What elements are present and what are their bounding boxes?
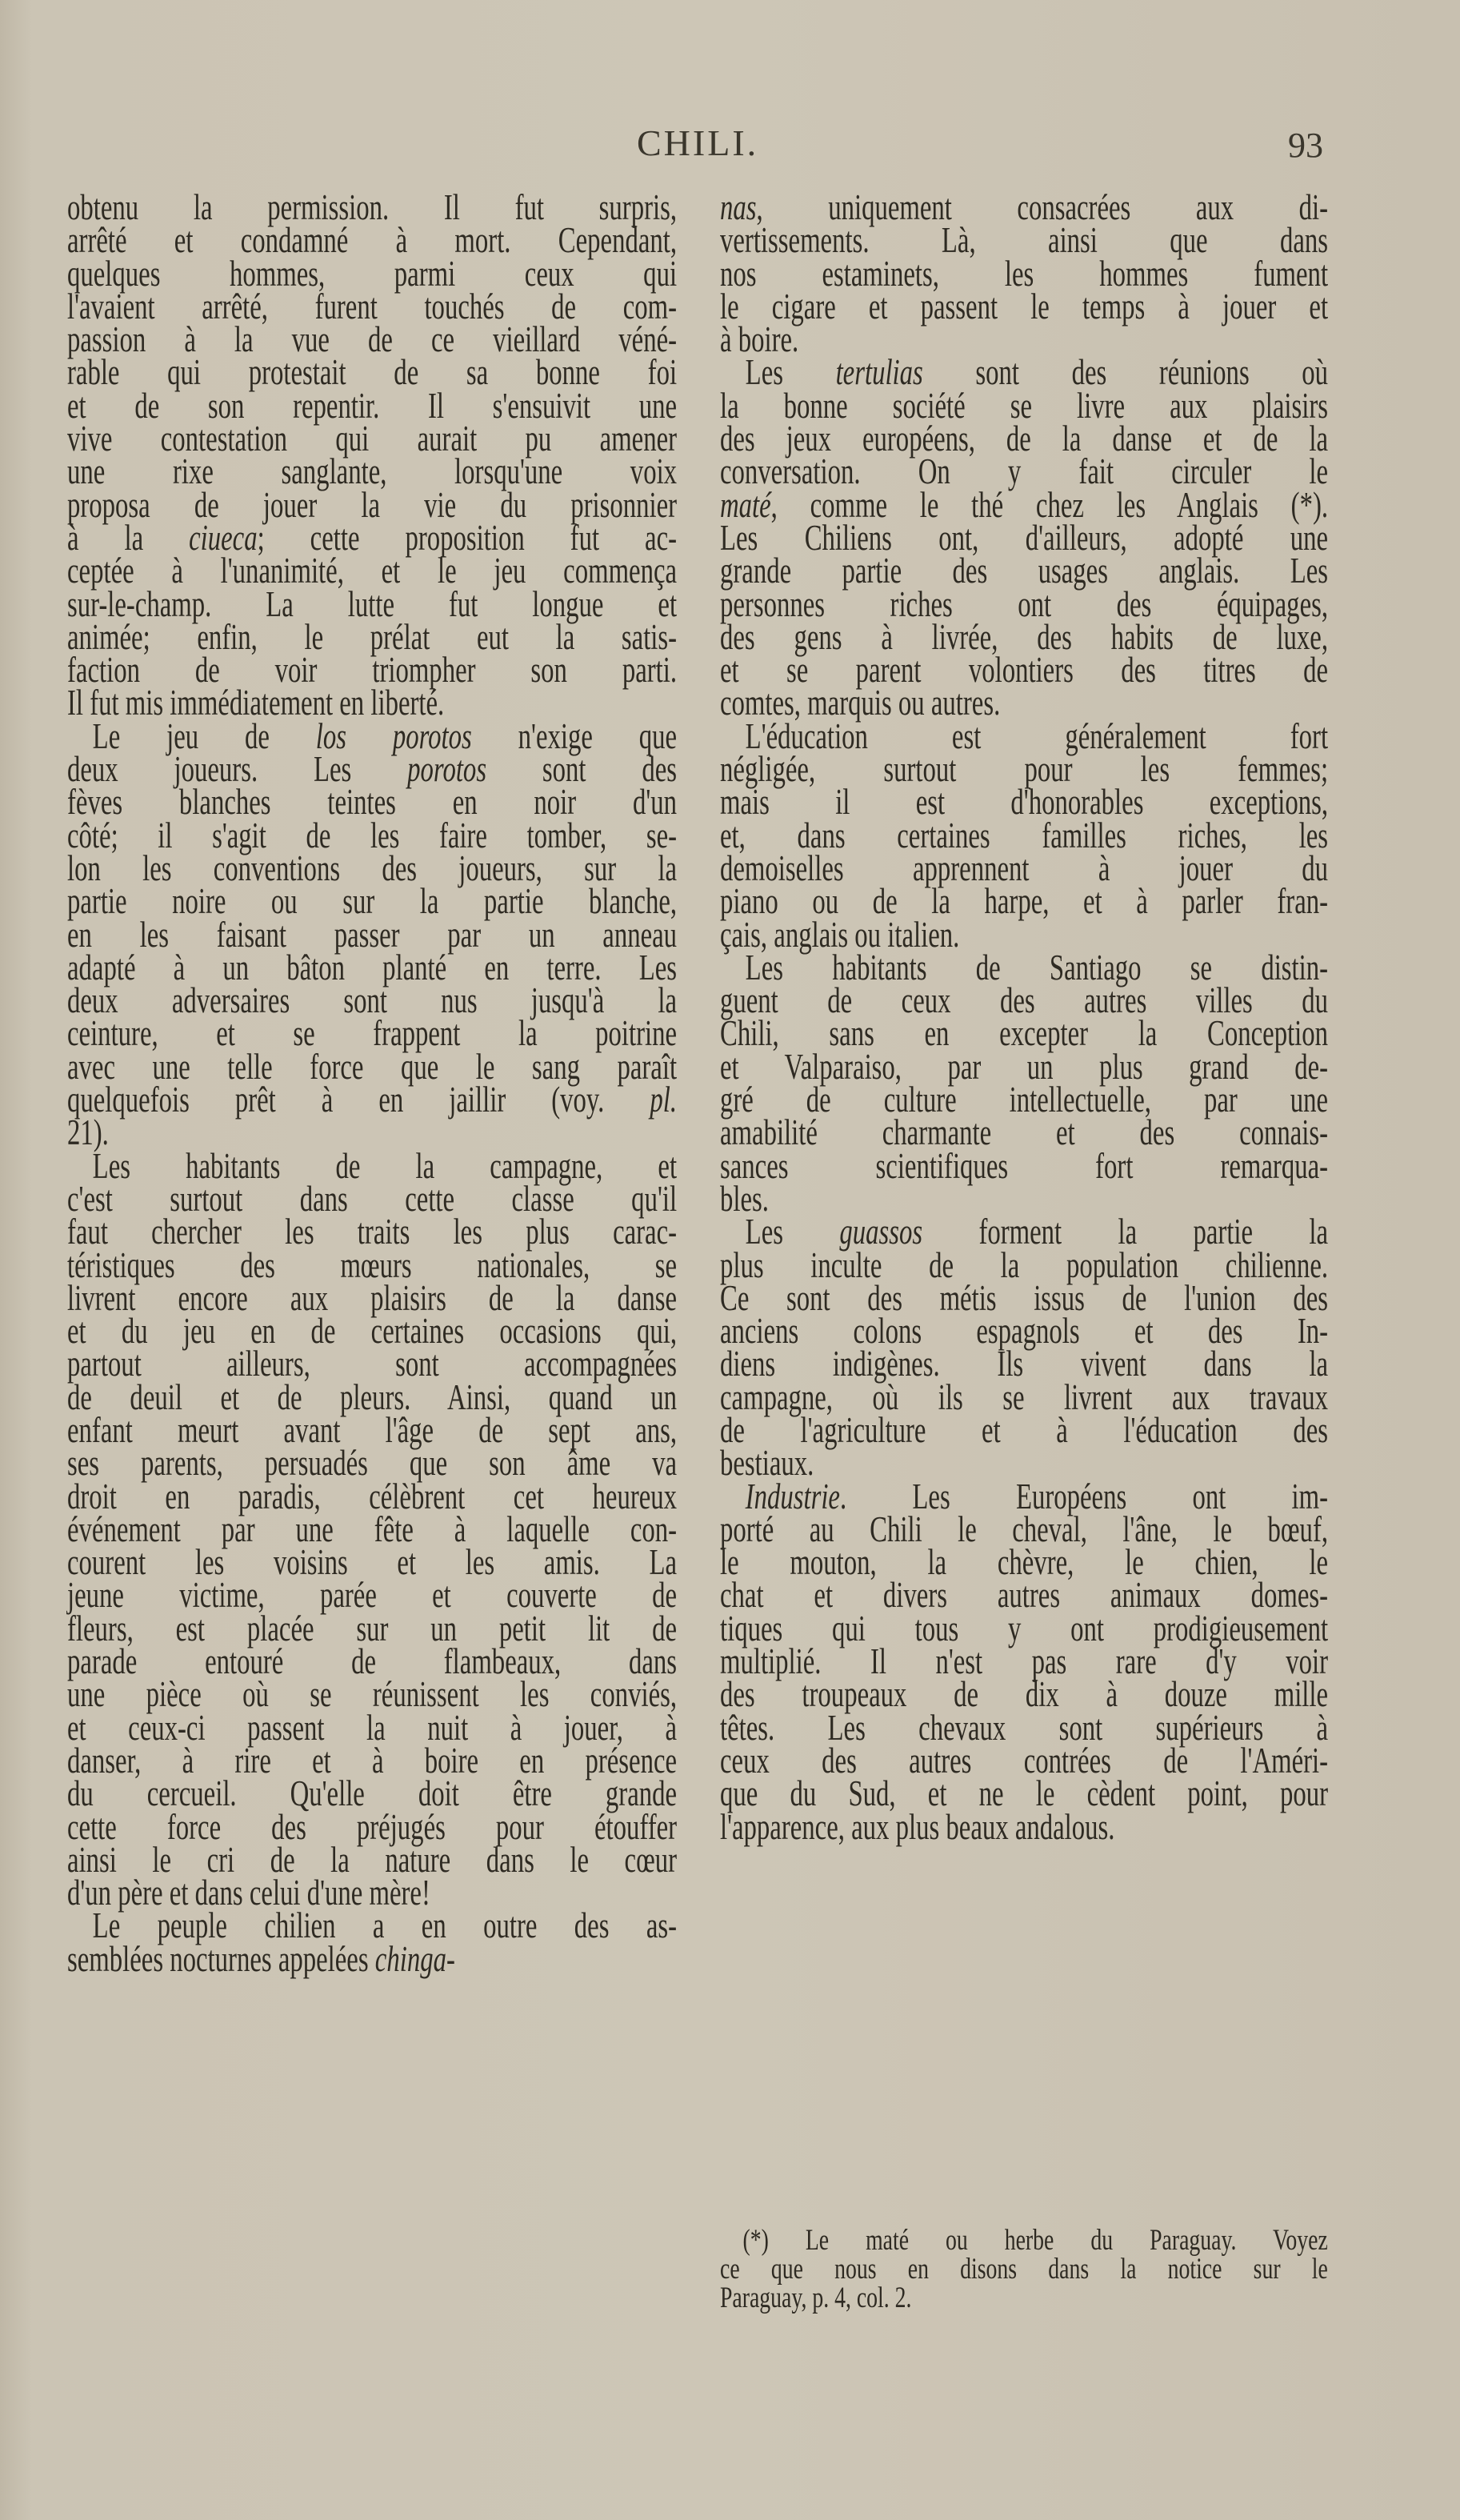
text-line: guent de ceux des autres villes du	[720, 980, 1329, 1021]
text-line: arrêté et condamné à mort. Cependant,	[67, 219, 678, 261]
text-line: partout ailleurs, sont accompagnées	[67, 1343, 678, 1384]
text-line: ainsi le cri de la nature dans le cœur	[67, 1838, 678, 1880]
text-line	[720, 351, 1329, 393]
right-column	[720, 186, 1329, 1847]
text-line: amabilité charmante et des connais-	[720, 1112, 1329, 1153]
text-line: grande partie des usages anglais. Les	[720, 550, 1329, 591]
text-line: de deuil et de pleurs. Ainsi, quand un	[67, 1376, 678, 1417]
text-run: Les	[745, 1211, 840, 1252]
text-line: adapté à un bâton planté en terre. Les	[67, 946, 678, 988]
text-line: côté; il s'agit de les faire tomber, se-	[67, 814, 678, 855]
running-title: CHILI.	[637, 122, 759, 163]
text-line: mais il est d'honorables exceptions,	[720, 781, 1329, 823]
text-line: et, dans certaines familles riches, les	[720, 814, 1329, 855]
text-line: courent les voisins et les amis. La	[67, 1541, 678, 1583]
text-line: ses parents, persuadés que son âme va	[67, 1442, 678, 1484]
italic-term: maté	[720, 483, 771, 525]
text-run: . Les Européens ont im-	[839, 1475, 1329, 1516]
text-line: gré de culture intellectuelle, par une	[720, 1079, 1329, 1120]
text-line	[720, 1475, 1329, 1516]
text-line	[67, 1079, 678, 1120]
text-line	[67, 516, 678, 558]
text-line: Le peuple chilien a en outre des as-	[92, 1905, 678, 1946]
text-line: des troupeaux de dix à douze mille	[720, 1673, 1329, 1715]
text-run: sont des réunions où	[922, 351, 1329, 393]
footnote	[720, 2226, 1328, 2313]
text-run: forment la partie la	[922, 1211, 1329, 1252]
text-line: L'éducation est généralement fort	[745, 715, 1329, 756]
text-line	[67, 748, 678, 790]
text-run: , uniquement consacrées aux di-	[756, 186, 1329, 227]
text-line: Ce sont des métis issus de l'union des	[720, 1276, 1329, 1318]
text-line: du cercueil. Qu'elle doit être grande	[67, 1773, 678, 1814]
text-line: parade entouré de flambeaux, dans	[67, 1641, 678, 1682]
text-run: n'exige que	[471, 715, 678, 756]
text-line: ceinture, et se frappent la poitrine	[67, 1012, 678, 1054]
text-line: et ceux-ci passent la nuit à jouer, à	[67, 1706, 678, 1748]
text-line: demoiselles apprennent à jouer du	[720, 847, 1329, 888]
text-line	[720, 483, 1329, 525]
text-line: droit en paradis, célèbrent cet heureux	[67, 1475, 678, 1516]
text-run: ; cette proposition fut ac-	[257, 516, 678, 558]
text-line: l'apparence, aux plus beaux andalous.	[720, 1805, 1115, 1847]
text-line: fleurs, est placée sur un petit lit de	[67, 1607, 678, 1649]
text-line: Chili, sans en excepter la Conception	[720, 1012, 1329, 1054]
left-column	[67, 186, 678, 1979]
text-line: campagne, où ils se livrent aux travaux	[720, 1376, 1329, 1417]
text-line: et Valparaiso, par un plus grand de-	[720, 1045, 1329, 1087]
text-line: têtes. Les chevaux sont supérieurs à	[720, 1706, 1329, 1748]
text-line: danser, à rire et à boire en présence	[67, 1739, 678, 1781]
italic-term: porotos	[407, 748, 487, 790]
italic-term: chinga-	[374, 1937, 455, 1979]
text-line: personnes riches ont des équipages,	[720, 583, 1329, 624]
text-line: çais, anglais ou italien.	[720, 913, 960, 955]
text-run: deux joueurs. Les	[67, 748, 408, 790]
text-line: tiques qui tous y ont prodigieusement	[720, 1607, 1329, 1649]
text-line: le mouton, la chèvre, le chien, le	[720, 1541, 1329, 1583]
text-line	[67, 1937, 677, 1979]
italic-term: guassos	[839, 1211, 923, 1252]
text-line	[720, 186, 1329, 227]
text-run: sont des	[486, 748, 678, 790]
text-line: ceux des autres contrées de l'Améri-	[720, 1739, 1329, 1781]
text-line: comtes, marquis ou autres.	[720, 682, 1001, 723]
text-line: chat et divers autres animaux domes-	[720, 1574, 1329, 1616]
text-line: rable qui protestait de sa bonne foi	[67, 351, 678, 393]
text-line: téristiques des mœurs nationales, se	[67, 1244, 678, 1285]
text-line: négligée, surtout pour les femmes;	[720, 748, 1329, 790]
text-line: enfant meurt avant l'âge de sept ans,	[67, 1408, 678, 1450]
text-line: sances scientifiques fort remarqua-	[720, 1144, 1329, 1186]
text-line: multiplié. Il n'est pas rare d'y voir	[720, 1641, 1329, 1682]
text-line: porté au Chili le cheval, l'âne, le bœuf,	[720, 1508, 1329, 1549]
text-line: Les Chiliens ont, d'ailleurs, adopté une	[720, 516, 1329, 558]
text-line: que du Sud, et ne le cèdent point, pour	[720, 1773, 1329, 1814]
text-line: piano ou de la harpe, et à parler fran-	[720, 880, 1329, 922]
text-line: bles.	[720, 1177, 769, 1219]
text-line: animée; enfin, le prélat eut la satis-	[67, 615, 678, 657]
text-line: l'avaient arrêté, furent touchés de com-	[67, 285, 678, 327]
text-line: cette force des préjugés pour étouffer	[67, 1805, 678, 1847]
text-line: une rixe sanglante, lorsqu'une voix	[67, 451, 678, 492]
text-line: de l'agriculture et à l'éducation des	[720, 1408, 1329, 1450]
text-line	[720, 1211, 1329, 1252]
text-line: événement par une fête à laquelle con-	[67, 1508, 678, 1549]
text-line: une pièce où se réunissent les conviés,	[67, 1673, 678, 1715]
text-line: avec une telle force que le sang paraît	[67, 1045, 678, 1087]
italic-term: ciueca	[189, 516, 258, 558]
text-line: conversation. On y fait circuler le	[720, 451, 1329, 492]
text-line: anciens colons espagnols et des In-	[720, 1310, 1329, 1352]
text-line: et du jeu en de certaines occasions qui,	[67, 1310, 678, 1352]
text-line: Les habitants de Santiago se distin-	[745, 946, 1329, 988]
text-line: livrent encore aux plaisirs de la danse	[67, 1276, 678, 1318]
text-line: jeune victime, parée et couverte de	[67, 1574, 678, 1616]
text-line: à boire.	[720, 319, 799, 360]
text-line: faction de voir triompher son parti.	[67, 649, 678, 691]
text-line: deux adversaires sont nus jusqu'à la	[67, 980, 678, 1021]
text-line: des gens à livrée, des habits de luxe,	[720, 615, 1329, 657]
text-line: vive contestation qui aurait pu amener	[67, 418, 678, 459]
text-line: faut chercher les traits les plus carac-	[67, 1211, 678, 1252]
text-line: et se parent volontiers des titres de	[720, 649, 1329, 691]
text-line: en les faisant passer par un anneau	[67, 913, 678, 955]
text-line	[67, 715, 678, 756]
text-line: vertissements. Là, ainsi que dans	[720, 219, 1329, 261]
text-line: partie noire ou sur la partie blanche,	[67, 880, 678, 922]
text-line: c'est surtout dans cette classe qu'il	[67, 1177, 678, 1219]
italic-term: nas	[720, 186, 757, 227]
text-line: nos estaminets, les hommes fument	[720, 252, 1329, 294]
text-line: 21).	[67, 1112, 109, 1153]
text-line: ceptée à l'unanimité, et le jeu commença	[67, 550, 678, 591]
text-line: passion à la vue de ce vieillard véné-	[67, 319, 678, 360]
page-number: 93	[1288, 126, 1323, 165]
text-line: diens indigènes. Ils vivent dans la	[720, 1343, 1329, 1384]
text-run: quelquefois prêt à en jaillir (voy.	[67, 1079, 650, 1120]
text-run: semblées nocturnes appelées	[67, 1937, 375, 1979]
text-line: et de son repentir. Il s'ensuivit une	[67, 384, 678, 426]
text-line: Il fut mis immédiatement en liberté.	[67, 682, 445, 723]
italic-term: pl.	[650, 1079, 678, 1120]
text-line: (*) Le maté ou herbe du Paraguay. Voyez	[742, 2224, 1328, 2257]
italic-term: Industrie	[745, 1475, 840, 1516]
text-line: ce que nous en disons dans la notice sur le	[720, 2253, 1328, 2286]
text-run: Les	[745, 351, 836, 393]
italic-term: los porotos	[315, 715, 472, 756]
text-line: obtenu la permission. Il fut surpris,	[67, 186, 678, 227]
text-line: bestiaux.	[720, 1442, 814, 1484]
text-run: à la	[67, 516, 190, 558]
text-line: plus inculte de la population chilienne.	[720, 1244, 1329, 1285]
text-run: , comme le thé chez les Anglais (*).	[770, 483, 1329, 525]
text-line: Paraguay, p. 4, col. 2.	[720, 2282, 912, 2314]
italic-term: tertulias	[835, 351, 923, 393]
text-run: Le jeu de	[92, 715, 316, 756]
text-line: lon les conventions des joueurs, sur la	[67, 847, 678, 888]
text-line: proposa de jouer la vie du prisonnier	[67, 483, 678, 525]
text-line: le cigare et passent le temps à jouer et	[720, 285, 1329, 327]
text-line: d'un père et dans celui d'une mère!	[67, 1872, 430, 1913]
text-line: la bonne société se livre aux plaisirs	[720, 384, 1329, 426]
text-line: des jeux européens, de la danse et de la	[720, 418, 1329, 459]
text-line: quelques hommes, parmi ceux qui	[67, 252, 678, 294]
text-line: sur-le-champ. La lutte fut longue et	[67, 583, 678, 624]
text-line: fèves blanches teintes en noir d'un	[67, 781, 678, 823]
text-line: Les habitants de la campagne, et	[92, 1144, 678, 1186]
